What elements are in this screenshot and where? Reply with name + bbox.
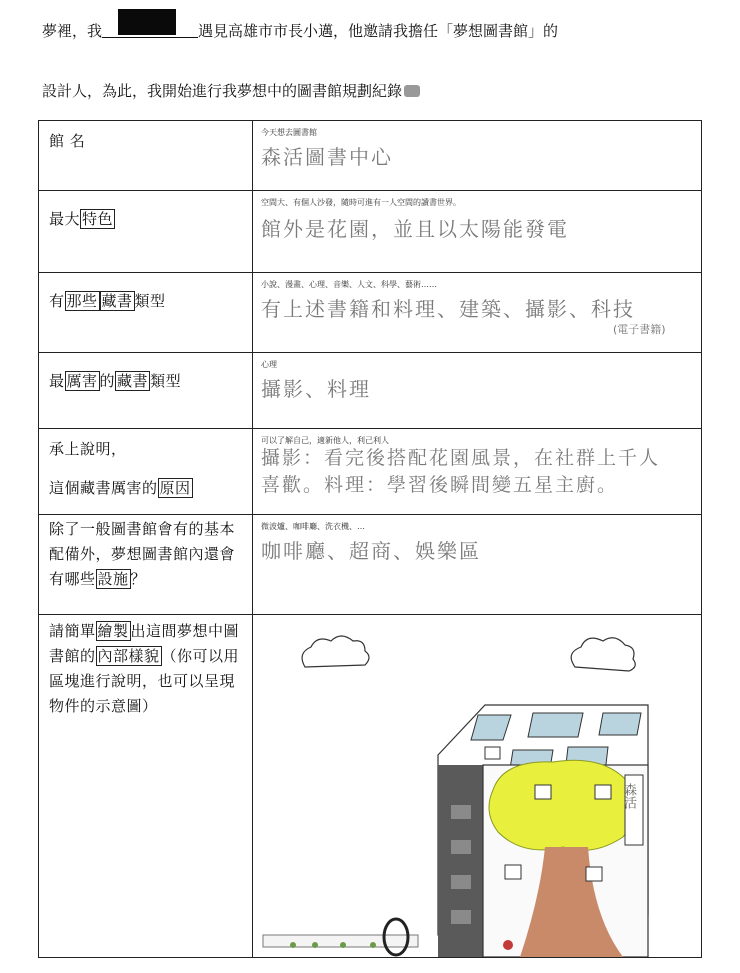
row-facilities bbox=[39, 515, 702, 615]
row-drawing bbox=[39, 615, 702, 958]
handwritten-collection-types: 有上述書籍和料理、建築、攝影、科技 bbox=[261, 297, 635, 321]
row-collection-types bbox=[39, 273, 702, 353]
answer-drawing bbox=[253, 615, 702, 958]
sign-text: 森活 bbox=[621, 783, 636, 809]
redaction-block bbox=[118, 9, 176, 35]
handwritten-reason-line-1: 攝影：看完後搭配花園風景，在社群上千人 bbox=[261, 447, 661, 469]
row-reason bbox=[39, 429, 702, 515]
building-left-wall bbox=[438, 765, 483, 957]
question-feature: 最大 特色 bbox=[39, 191, 253, 273]
handwritten-facilities: 咖啡廳、超商、娛樂區 bbox=[261, 539, 481, 563]
question-reason: 承上說明， 這個藏書厲害的 原因 bbox=[39, 429, 253, 515]
row-feature bbox=[39, 191, 702, 273]
row-library-name bbox=[39, 121, 702, 191]
handwritten-best-collection: 攝影、料理 bbox=[261, 377, 371, 401]
question-facilities: 除了一般圖書館會有的基本配備外，夢想圖書館內還會有哪些 設施 ？ bbox=[39, 515, 253, 615]
intro-line-2-text: 設計人，為此，我開始進行我夢想中的圖書館規劃紀錄 bbox=[42, 82, 403, 100]
row-best-collection bbox=[39, 353, 702, 429]
intro-line-1 bbox=[42, 20, 558, 41]
intro-line-1-after: 遇見高雄市市長小邁，他邀請我擔任「夢想圖書館」的 bbox=[198, 22, 559, 40]
hint-reason: 可以了解自己，適新他人，利己利人 bbox=[261, 436, 389, 445]
hint-best-collection: 心理 bbox=[261, 360, 277, 369]
cloud-left-icon bbox=[302, 636, 369, 667]
question-library-name: 館 名 bbox=[39, 121, 253, 191]
handwritten-feature: 館外是花園，並且以太陽能發電 bbox=[261, 217, 569, 241]
handwritten-reason-line-2: 喜歡。料理：學習後瞬間變五星主廚。 bbox=[261, 474, 619, 496]
answer-facilities bbox=[253, 515, 702, 615]
question-best-collection: 最 厲害 的 藏書 類型 bbox=[39, 353, 253, 429]
intro-line-1-before: 夢裡，我 bbox=[42, 22, 103, 40]
answer-feature bbox=[253, 191, 702, 273]
hint-library-name: 今天想去圖書館 bbox=[261, 128, 317, 137]
hint-feature: 空間大、有個人沙發，隨時可進有一人空間的讀書世界。 bbox=[261, 198, 461, 207]
hint-collection-types: 小說、漫畫、心理、音樂、人文、科學、藝術…… bbox=[261, 280, 437, 289]
answer-library-name bbox=[253, 121, 702, 191]
question-collection-types: 有 那些 藏書 類型 bbox=[39, 273, 253, 353]
answer-best-collection bbox=[253, 353, 702, 429]
intro-line-2 bbox=[42, 80, 420, 101]
answer-collection-types bbox=[253, 273, 702, 353]
apple-icon bbox=[503, 940, 513, 950]
answer-reason bbox=[253, 429, 702, 515]
hint-facilities: 微波爐、咖啡廳、洗衣機、… bbox=[261, 522, 365, 531]
name-blank bbox=[102, 23, 198, 38]
library-sketch bbox=[253, 615, 720, 957]
handwritten-library-name: 森活圖書中心 bbox=[261, 145, 393, 169]
library-plan-table bbox=[38, 120, 702, 958]
thumbs-up-icon bbox=[404, 85, 420, 97]
handwritten-ebooks-note: (電子書籍) bbox=[613, 323, 666, 336]
cloud-right-icon bbox=[571, 638, 635, 671]
question-drawing: 請簡單 繪製 出這間夢想中圖書館的 內部樣貌 （你可以用區塊進行說明，也可以呈現物件的示意圖） bbox=[39, 615, 253, 958]
